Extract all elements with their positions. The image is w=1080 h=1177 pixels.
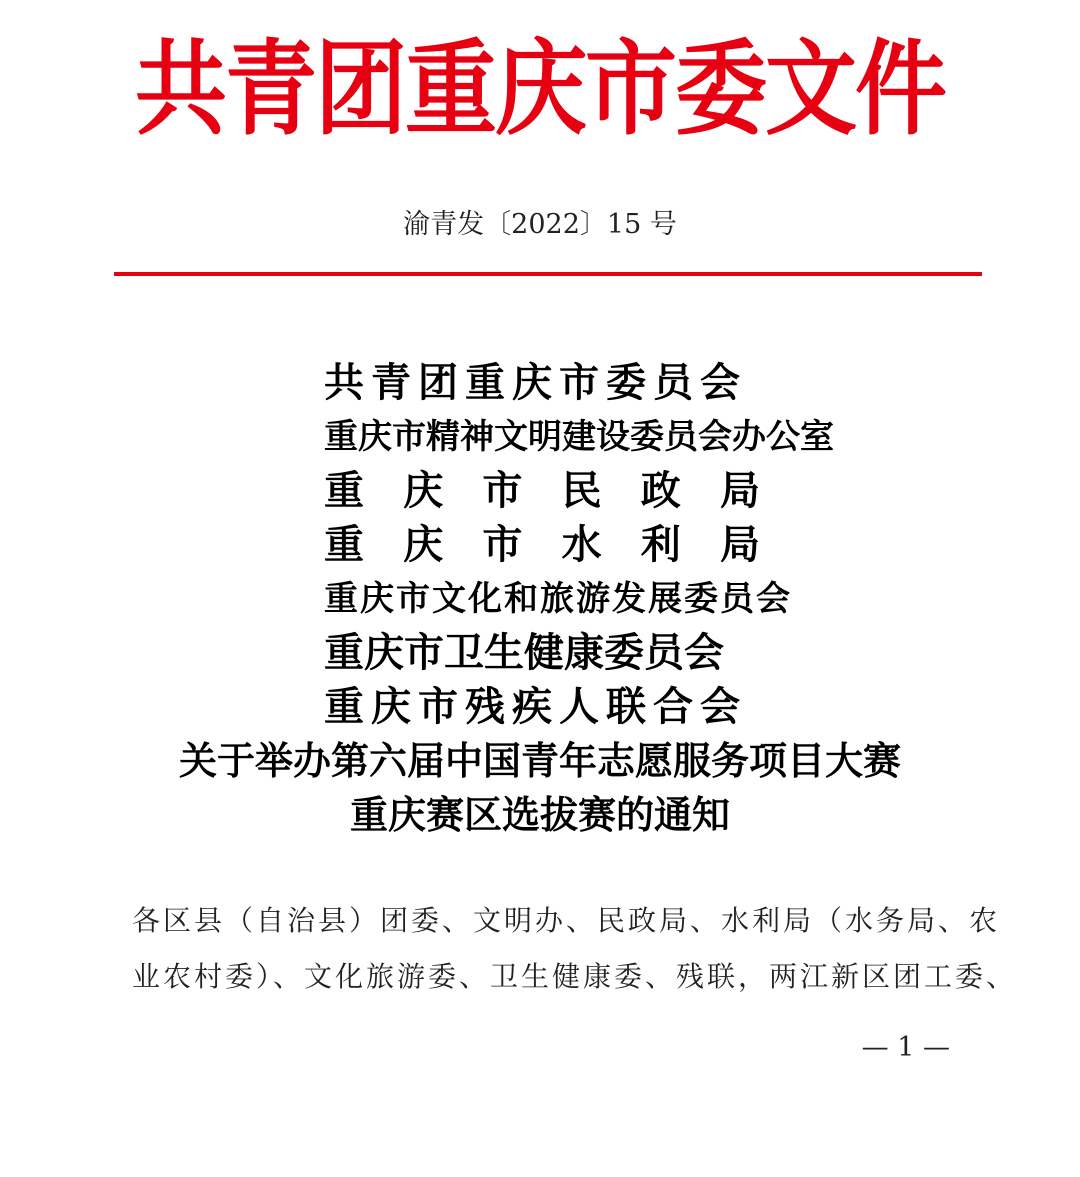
issuer-char: 庆 (403, 467, 444, 514)
issuer-line (0, 356, 1080, 410)
issuer-line (0, 410, 1080, 464)
issuer-char: 庆 (403, 521, 444, 568)
issuer-char: 局 (719, 467, 760, 514)
issuer-char: 民 (561, 467, 602, 514)
issuer-name (324, 464, 760, 518)
issuer-char: 局 (719, 521, 760, 568)
issuer-char: 水 (561, 521, 602, 568)
issuer-name (324, 518, 760, 572)
issuer-name: 重庆市残疾人联合会 (324, 683, 747, 730)
issuer-line (0, 680, 1080, 734)
issuer-line (0, 626, 1080, 680)
issuer-name: 共青团重庆市委员会 (324, 359, 747, 406)
document-number: 渝青发〔2022〕15 号 (403, 209, 677, 240)
issuer-char: 重 (324, 467, 364, 514)
notice-body (132, 893, 1018, 1005)
issuer-line (0, 518, 1080, 572)
issuer-line (0, 464, 1080, 518)
issuer-char: 市 (482, 467, 523, 514)
issuer-name: 重庆市卫生健康委员会 (324, 629, 724, 676)
body-line: 各区县（自治县）团委、文明办、民政局、水利局（水务局、农 (132, 904, 1001, 937)
issuer-name: 重庆市文化和旅游发展委员会 (324, 579, 792, 619)
notice-title (0, 734, 1080, 842)
red-divider (114, 272, 982, 276)
page-number: — 1 — (861, 1032, 950, 1063)
issuing-authorities (0, 356, 1080, 734)
notice-title-line: 关于举办第六届中国青年志愿服务项目大赛 (178, 738, 901, 783)
body-line: 业农村委）、文化旅游委、卫生健康委、残联，两江新区团工委、 (132, 960, 1018, 993)
issuer-char: 市 (482, 521, 523, 568)
issuer-char: 重 (324, 521, 364, 568)
notice-title-line: 重庆赛区选拔赛的通知 (349, 792, 730, 837)
issuer-char: 利 (640, 521, 681, 568)
issuer-line (0, 572, 1080, 626)
issuer-char: 政 (640, 467, 681, 514)
issuer-name: 重庆市精神文明建设委员会办公室 (324, 417, 834, 457)
document-masthead: 共青团重庆市委文件 (134, 29, 945, 150)
